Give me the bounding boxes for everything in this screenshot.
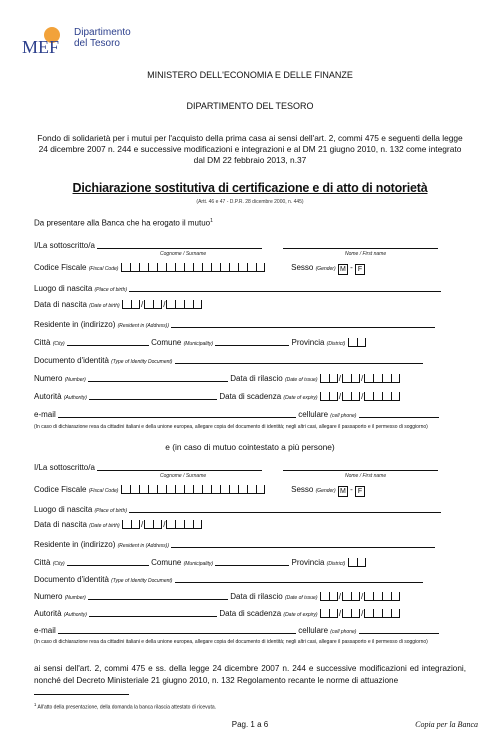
mobile-en: (cell phone) bbox=[330, 413, 357, 419]
number-label: Numero bbox=[34, 592, 63, 601]
mobile-field[interactable] bbox=[359, 409, 439, 418]
issue-date-year[interactable] bbox=[364, 592, 400, 603]
residence-en: (Resident in (Address)) bbox=[117, 323, 170, 329]
birthplace-field[interactable] bbox=[129, 283, 441, 292]
mobile-en: (cell phone) bbox=[330, 629, 357, 635]
signatory-label: I/La sottoscritto/a bbox=[34, 463, 95, 472]
city-en: (City) bbox=[52, 561, 65, 567]
logo-line1: Dipartimento bbox=[74, 27, 131, 38]
city-label: Città bbox=[34, 558, 51, 567]
sex-f-box[interactable]: F bbox=[355, 486, 365, 497]
closing-paragraph: ai sensi dell'art. 2, commi 475 e ss. della legge 24 dicembre 2007 n. 244 e successive modificazioni ed integrazioni, nonché del Decreto Ministeriale 21 giugno 2010, n. 132 Regolamento recante le norme di attuazione bbox=[34, 664, 466, 685]
expiry-date-month[interactable] bbox=[342, 392, 360, 403]
expiry-date-label: Data di scadenza bbox=[219, 609, 282, 618]
sex-f-box[interactable]: F bbox=[355, 264, 365, 275]
city-field[interactable] bbox=[67, 337, 149, 346]
fiscal-code-boxes[interactable] bbox=[121, 485, 265, 496]
authority-field[interactable] bbox=[89, 608, 217, 617]
municipality-en: (Municipality) bbox=[183, 561, 214, 567]
city-field[interactable] bbox=[67, 557, 149, 566]
authority-row-2: Autorità (Authority) Data di scadenza (Date of expiry) / / bbox=[34, 608, 400, 620]
issue-date-year[interactable] bbox=[364, 374, 400, 385]
fiscal-code-en: (Fiscal Code) bbox=[88, 488, 119, 494]
municipality-en: (Municipality) bbox=[183, 341, 214, 347]
present-to-text: Da presentare alla Banca che ha erogato il mutuo bbox=[34, 218, 211, 228]
birthplace-en: (Place of birth) bbox=[94, 508, 128, 514]
surname-caption: Cognome / Surname bbox=[160, 251, 207, 257]
fiscal-code-row-2: Codice Fiscale (Fiscal Code) Sesso (Gender) M - F bbox=[34, 485, 365, 497]
email-label: e-mail bbox=[34, 410, 56, 419]
email-row-1 bbox=[34, 409, 439, 419]
number-row-1: Numero (Number) Data di rilascio (Date of issue) / / bbox=[34, 373, 400, 385]
authority-row-1: Autorità (Authority) Data di scadenza (Date of expiry) / / bbox=[34, 391, 400, 403]
mobile-field[interactable] bbox=[359, 625, 439, 634]
issue-date-label: Data di rilascio bbox=[230, 374, 283, 383]
ministry-heading: MINISTERO DELL'ECONOMIA E DELLE FINANZE bbox=[147, 70, 353, 80]
number-en: (Number) bbox=[64, 377, 86, 383]
province-boxes[interactable] bbox=[348, 338, 366, 349]
department-heading: DIPARTIMENTO DEL TESORO bbox=[186, 101, 314, 111]
firstname-field[interactable] bbox=[283, 462, 438, 471]
province-boxes[interactable] bbox=[348, 558, 366, 569]
footnote-text: All'atto della presentazione, della domanda la banca rilascia attestato di ricevuta. bbox=[37, 704, 216, 711]
fiscal-code-row-1: Codice Fiscale (Fiscal Code) Sesso (Gender) M - F bbox=[34, 263, 365, 275]
number-label: Numero bbox=[34, 374, 63, 383]
signatory-label: I/La sottoscritto/a bbox=[34, 241, 95, 250]
signatory-row-1 bbox=[34, 240, 438, 250]
birthplace-label: Luogo di nascita bbox=[34, 505, 93, 514]
non-eu-note-1: (In caso di dichiarazione resa da cittadini italiani e della unione europea, allegare copia del documento di identità; negli altri casi, allegare il passaporto e il permesso di soggiorno) bbox=[34, 424, 428, 430]
city-row-1 bbox=[34, 337, 366, 349]
expiry-date-day[interactable] bbox=[320, 609, 338, 620]
present-to-sup: 1 bbox=[210, 218, 213, 224]
birthplace-en: (Place of birth) bbox=[94, 287, 128, 293]
footnote-divider bbox=[34, 694, 129, 695]
firstname-caption: Nome / First name bbox=[345, 473, 387, 479]
id-doc-row-2 bbox=[34, 574, 423, 584]
birthdate-row-2: Data di nascita (Date of birth) / / bbox=[34, 520, 202, 531]
birthdate-en: (Date of birth) bbox=[89, 303, 120, 309]
id-doc-field[interactable] bbox=[175, 355, 423, 364]
authority-en: (Authority) bbox=[63, 612, 87, 618]
number-en: (Number) bbox=[64, 595, 86, 601]
province-label: Provincia bbox=[291, 558, 325, 567]
cosigned-heading: e (in caso di mutuo cointestato a più persone) bbox=[165, 442, 335, 452]
sex-m-box[interactable]: M bbox=[338, 486, 348, 497]
sex-en: (Gender) bbox=[315, 266, 336, 272]
number-field[interactable] bbox=[88, 373, 228, 382]
firstname-caption: Nome / First name bbox=[345, 251, 387, 257]
email-field[interactable] bbox=[58, 625, 296, 634]
birthplace-row-2 bbox=[34, 504, 441, 514]
province-en: (District) bbox=[326, 341, 346, 347]
email-row-2 bbox=[34, 625, 439, 635]
document-title: Dichiarazione sostitutiva di certificazione e di atto di notorietà bbox=[72, 181, 428, 195]
copy-label: Copia per la Banca bbox=[415, 720, 478, 729]
intro-text: Fondo di solidarietà per i mutui per l'acquisto della prima casa ai sensi dell'art. 2, commi 475 e seguenti della legge 24 dicembre 2007 n. 244 e successive modificazioni e integrazioni e al DM 21 giugno 2010, n. 132 come integrato dal DM 22 febbraio 2013, n.37 bbox=[37, 133, 463, 165]
surname-field[interactable] bbox=[97, 462, 262, 471]
birthplace-field[interactable] bbox=[129, 504, 441, 513]
number-row-2: Numero (Number) Data di rilascio (Date of issue) / / bbox=[34, 591, 400, 603]
municipality-label: Comune bbox=[151, 558, 182, 567]
birthdate-row-1: Data di nascita (Date of birth) / / bbox=[34, 300, 202, 311]
id-doc-label: Documento d'identità bbox=[34, 356, 109, 365]
issue-date-label: Data di rilascio bbox=[230, 592, 283, 601]
firstname-field[interactable] bbox=[283, 240, 438, 249]
fiscal-code-en: (Fiscal Code) bbox=[88, 266, 119, 272]
non-eu-note-2: (In caso di dichiarazione resa da cittadini italiani e della unione europea, allegare copia del documento di identità; negli altri casi, allegare il passaporto e il permesso di soggiorno) bbox=[34, 639, 428, 645]
city-row-2 bbox=[34, 557, 366, 569]
birthdate-month[interactable] bbox=[144, 520, 162, 531]
expiry-date-label: Data di scadenza bbox=[219, 392, 282, 401]
residence-field[interactable] bbox=[171, 539, 435, 548]
expiry-date-day[interactable] bbox=[320, 392, 338, 403]
issue-date-day[interactable] bbox=[320, 592, 338, 603]
id-doc-en: (Type of Identity Document) bbox=[111, 578, 173, 584]
expiry-date-en: (Date of expiry) bbox=[283, 612, 318, 618]
id-doc-row-1 bbox=[34, 355, 423, 365]
page-number: Pag. 1 a 6 bbox=[231, 720, 269, 729]
residence-field[interactable] bbox=[171, 319, 435, 328]
expiry-date-year[interactable] bbox=[364, 609, 400, 620]
sex-label: Sesso bbox=[291, 485, 314, 494]
sex-en: (Gender) bbox=[315, 488, 336, 494]
present-to-line bbox=[34, 218, 213, 228]
birthdate-en: (Date of birth) bbox=[89, 523, 120, 529]
authority-field[interactable] bbox=[89, 391, 217, 400]
logo-mark-text: MEF bbox=[22, 37, 60, 56]
municipality-field[interactable] bbox=[215, 557, 289, 566]
province-en: (District) bbox=[326, 561, 346, 567]
document-subtitle: (Artt. 46 e 47 - D.P.R. 28 dicembre 2000, n. 445) bbox=[196, 199, 304, 205]
fiscal-code-boxes[interactable] bbox=[121, 263, 265, 274]
authority-en: (Authority) bbox=[63, 395, 87, 401]
sex-label: Sesso bbox=[291, 263, 314, 272]
birthdate-year[interactable] bbox=[166, 520, 202, 531]
authority-label: Autorità bbox=[34, 392, 62, 401]
residence-en: (Resident in (Address)) bbox=[117, 543, 170, 549]
birthdate-month[interactable] bbox=[144, 300, 162, 311]
issue-date-month[interactable] bbox=[342, 592, 360, 603]
fiscal-code-label: Codice Fiscale bbox=[34, 485, 87, 494]
city-en: (City) bbox=[52, 341, 65, 347]
province-label: Provincia bbox=[291, 338, 325, 347]
residence-row-1 bbox=[34, 319, 435, 329]
signatory-row-2 bbox=[34, 462, 438, 472]
email-field[interactable] bbox=[58, 409, 296, 418]
residence-label: Residente in (indirizzo) bbox=[34, 540, 116, 549]
expiry-date-month[interactable] bbox=[342, 609, 360, 620]
id-doc-field[interactable] bbox=[175, 574, 423, 583]
residence-label: Residente in (indirizzo) bbox=[34, 320, 116, 329]
birthplace-label: Luogo di nascita bbox=[34, 284, 93, 293]
logo-text bbox=[74, 27, 131, 49]
birthdate-label: Data di nascita bbox=[34, 300, 87, 309]
expiry-date-en: (Date of expiry) bbox=[283, 395, 318, 401]
municipality-label: Comune bbox=[151, 338, 182, 347]
mobile-label: cellulare bbox=[298, 626, 329, 635]
id-doc-label: Documento d'identità bbox=[34, 575, 109, 584]
id-doc-en: (Type of Identity Document) bbox=[111, 359, 173, 365]
surname-field[interactable] bbox=[97, 240, 262, 249]
issue-date-en: (Date of issue) bbox=[284, 377, 318, 383]
issue-date-month[interactable] bbox=[342, 374, 360, 385]
number-field[interactable] bbox=[88, 591, 228, 600]
email-label: e-mail bbox=[34, 626, 56, 635]
logo-line2: del Tesoro bbox=[74, 38, 120, 49]
expiry-date-year[interactable] bbox=[364, 392, 400, 403]
residence-row-2 bbox=[34, 539, 435, 549]
footnote bbox=[34, 702, 216, 711]
surname-caption: Cognome / Surname bbox=[160, 473, 207, 479]
birthdate-day[interactable] bbox=[122, 300, 140, 311]
fiscal-code-label: Codice Fiscale bbox=[34, 263, 87, 272]
birthplace-row-1 bbox=[34, 283, 441, 293]
municipality-field[interactable] bbox=[215, 337, 289, 346]
mobile-label: cellulare bbox=[298, 410, 329, 419]
sex-m-box[interactable]: M bbox=[338, 264, 348, 275]
birthdate-day[interactable] bbox=[122, 520, 140, 531]
birthdate-year[interactable] bbox=[166, 300, 202, 311]
footnote-num: 1 bbox=[34, 702, 37, 707]
mef-logo-icon bbox=[22, 26, 68, 56]
issue-date-en: (Date of issue) bbox=[284, 595, 318, 601]
birthdate-label: Data di nascita bbox=[34, 520, 87, 529]
city-label: Città bbox=[34, 338, 51, 347]
authority-label: Autorità bbox=[34, 609, 62, 618]
issue-date-day[interactable] bbox=[320, 374, 338, 385]
